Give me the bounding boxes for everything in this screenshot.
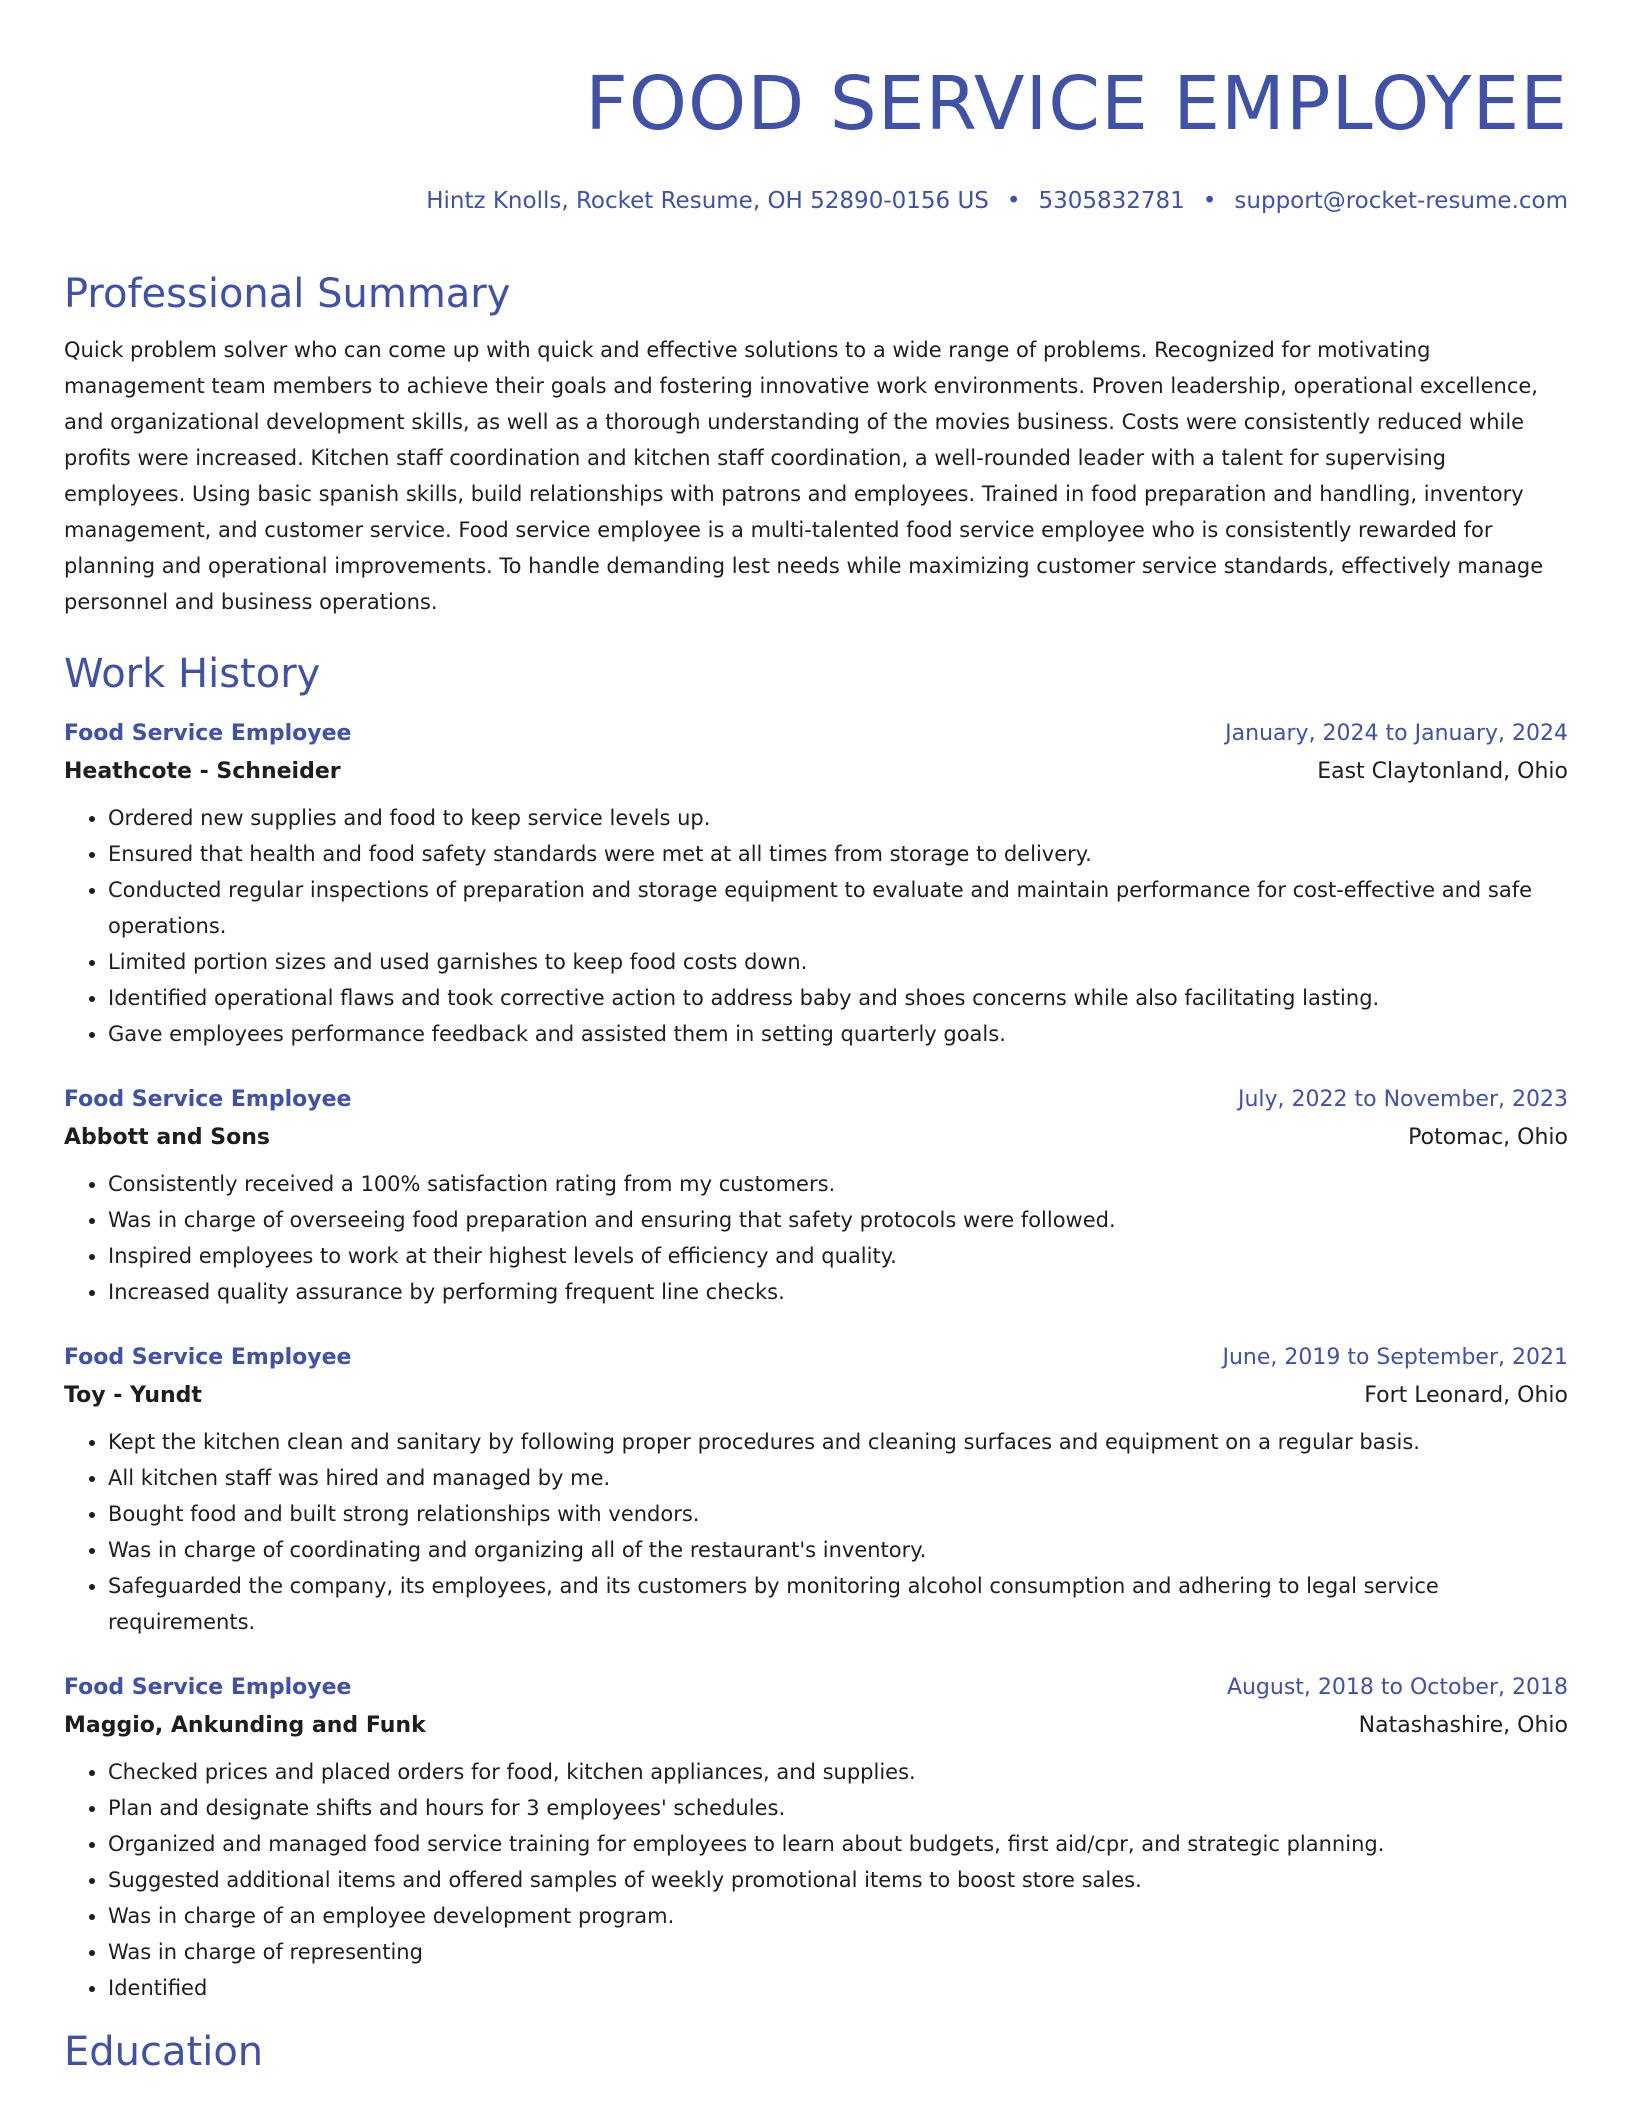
contact-separator: • (1006, 188, 1021, 214)
bullet-item: • Inspired employees to work at their highest levels of efficiency and quality. (108, 1238, 1568, 1274)
bullet-item: • Bought food and built strong relationships with vendors. (108, 1496, 1568, 1532)
job-bullets (64, 1424, 1568, 1640)
bullet-item: • Identified operational flaws and took corrective action to address baby and shoes concerns while also facilitating lasting. (108, 980, 1568, 1016)
job-title: Food Service Employee (64, 1675, 352, 1700)
job-entry (64, 1082, 1568, 1310)
job-dates: January, 2024 to January, 2024 (1225, 721, 1568, 746)
bullet-item: • Was in charge of representing (108, 1934, 1568, 1970)
bullet-item: • Kept the kitchen clean and sanitary by following proper procedures and cleaning surfaces and equipment on a regular basis. (108, 1424, 1568, 1460)
education-heading: Education (64, 2029, 264, 2075)
bullet-item: • Checked prices and placed orders for food, kitchen appliances, and supplies. (108, 1754, 1568, 1790)
bullet-item: • Was in charge of coordinating and organizing all of the restaurant's inventory. (108, 1532, 1568, 1568)
bullet-item: • Identified (108, 1970, 1568, 2006)
summary-text: Quick problem solver who can come up with quick and effective solutions to a wide range of problems. Recognized for motivating management team members to achieve their goals and fostering innovative work environments. Proven leadership, operational excellence, and organizational development skills, as well as a thorough understanding of the movies business. Costs were consistently reduced while profits were increased. Kitchen staff coordination and kitchen staff coordination, a well-rounded leader with a talent for supervising employees. Using basic spanish skills, build relationships with patrons and employees. Trained in food preparation and handling, inventory management, and customer service. Food service employee is a multi-talented food service employee who is consistently rewarded for planning and operational improvements. To handle demanding lest needs while maximizing customer service standards, effectively manage personnel and business operations. (64, 338, 1544, 614)
summary-heading: Professional Summary (64, 271, 511, 317)
bullet-item: • Ensured that health and food safety standards were met at all times from storage to delivery. (108, 836, 1568, 872)
job-bullets (64, 1166, 1568, 1310)
bullet-item: • Limited portion sizes and used garnishes to keep food costs down. (108, 944, 1568, 980)
job-dates: July, 2022 to November, 2023 (1237, 1087, 1568, 1112)
job-dates: June, 2019 to September, 2021 (1222, 1345, 1568, 1370)
bullet-item: • Suggested additional items and offered samples of weekly promotional items to boost store sales. (108, 1862, 1568, 1898)
contact-email: support@rocket-resume.com (1234, 188, 1568, 214)
job-company: Toy - Yundt (64, 1383, 202, 1408)
bullet-item: • Organized and managed food service training for employees to learn about budgets, first aid/cpr, and strategic planning. (108, 1826, 1568, 1862)
job-location: Potomac, Ohio (1408, 1125, 1568, 1150)
bullet-item: • Ordered new supplies and food to keep service levels up. (108, 800, 1568, 836)
job-location: East Claytonland, Ohio (1317, 759, 1568, 784)
contact-phone: 5305832781 (1038, 188, 1185, 214)
job-bullets (64, 1754, 1568, 2006)
contact-line (64, 186, 1568, 216)
job-company: Abbott and Sons (64, 1125, 270, 1150)
bullet-item: • Was in charge of overseeing food preparation and ensuring that safety protocols were followed. (108, 1202, 1568, 1238)
job-location: Natashashire, Ohio (1358, 1713, 1568, 1738)
bullet-item: • Plan and designate shifts and hours for 3 employees' schedules. (108, 1790, 1568, 1826)
bullet-item: • Safeguarded the company, its employees, and its customers by monitoring alcohol consumption and adhering to legal service requirements. (108, 1568, 1568, 1640)
job-title: Food Service Employee (64, 1087, 352, 1112)
job-entry (64, 1340, 1568, 1640)
resume-page (64, 0, 1568, 2078)
job-title: Food Service Employee (64, 1345, 352, 1370)
resume-name: FOOD SERVICE EMPLOYEE (585, 61, 1568, 147)
bullet-item: • Increased quality assurance by performing frequent line checks. (108, 1274, 1568, 1310)
job-location: Fort Leonard, Ohio (1364, 1383, 1568, 1408)
bullet-item: • Gave employees performance feedback and assisted them in setting quarterly goals. (108, 1016, 1568, 1052)
job-title: Food Service Employee (64, 721, 352, 746)
job-company: Heathcote - Schneider (64, 759, 341, 784)
contact-address: Hintz Knolls, Rocket Resume, OH 52890-0156 US (426, 188, 989, 214)
bullet-item: • Consistently received a 100% satisfaction rating from my customers. (108, 1166, 1568, 1202)
bullet-item: • Was in charge of an employee development program. (108, 1898, 1568, 1934)
job-entry (64, 1670, 1568, 2006)
job-dates: August, 2018 to October, 2018 (1226, 1675, 1568, 1700)
work-history-heading: Work History (64, 651, 321, 697)
job-company: Maggio, Ankunding and Funk (64, 1713, 426, 1738)
bullet-item: • All kitchen staff was hired and managed by me. (108, 1460, 1568, 1496)
job-bullets (64, 800, 1568, 1052)
contact-separator: • (1202, 188, 1217, 214)
job-entry (64, 716, 1568, 1052)
bullet-item: • Conducted regular inspections of preparation and storage equipment to evaluate and maintain performance for cost-effective and safe operations. (108, 872, 1568, 944)
